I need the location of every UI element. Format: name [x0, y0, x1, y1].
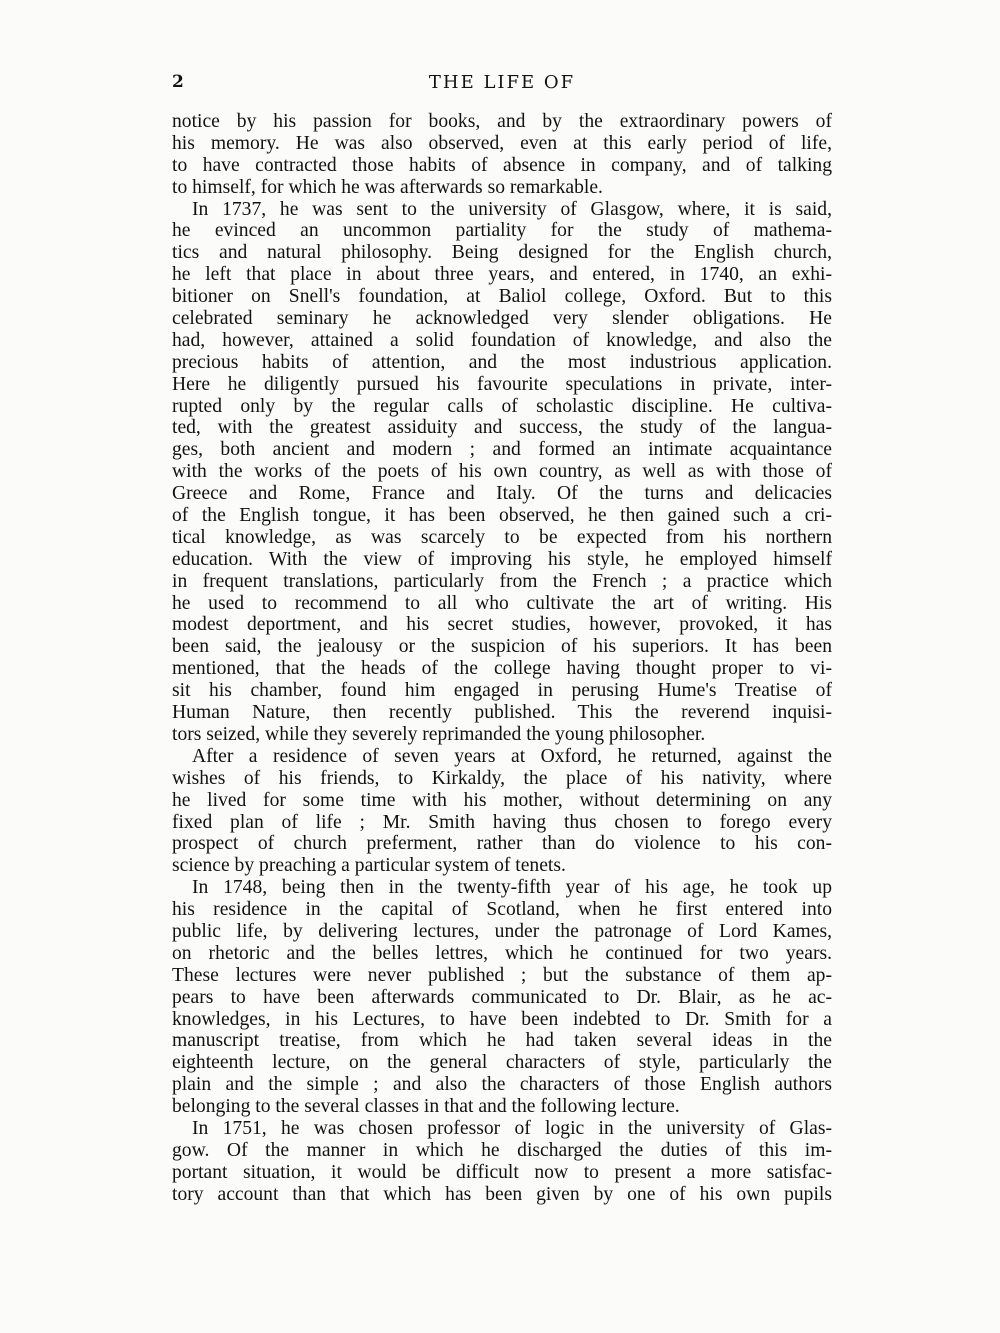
text-line: modest deportment, and his secret studies, however, provoked, it has [172, 614, 832, 636]
text-line: manuscript treatise, from which he had taken several ideas in the [172, 1030, 832, 1052]
text-line: plain and the simple ; and also the characters of those English authors [172, 1074, 832, 1096]
text-line: education. With the view of improving his style, he employed himself [172, 548, 832, 570]
text-line: wishes of his friends, to Kirkaldy, the place of his nativity, where [172, 767, 832, 789]
text-line: celebrated seminary he acknowledged very slender obligations. He [172, 308, 832, 330]
text-line: rupted only by the regular calls of scholastic discipline. He cultiva- [172, 395, 832, 417]
paragraph [172, 746, 832, 877]
text-line: on rhetoric and the belles lettres, which he continued for two years. [172, 942, 832, 964]
text-line: to himself, for which he was afterwards so remarkable. [172, 176, 603, 198]
text-line: tics and natural philosophy. Being designed for the English church, [172, 242, 832, 264]
paragraph [172, 111, 832, 199]
text-line: pears to have been afterwards communicated to Dr. Blair, as he ac- [172, 986, 832, 1008]
paragraph [172, 1118, 832, 1206]
text-line: After a residence of seven years at Oxford, he returned, against the [192, 745, 832, 767]
text-line: portant situation, it would be difficult now to present a more satisfac- [172, 1161, 832, 1183]
body-text [172, 111, 832, 1206]
text-line: Here he diligently pursued his favourite speculations in private, inter- [172, 373, 832, 395]
text-line: Greece and Rome, France and Italy. Of the turns and delicacies [172, 483, 832, 505]
text-line: tory account than that which has been given by one of his own pupils [172, 1183, 832, 1205]
paragraph [172, 199, 832, 746]
text-line: science by preaching a particular system of tenets. [172, 855, 566, 877]
text-line: public life, by delivering lectures, under the patronage of Lord Kames, [172, 920, 832, 942]
text-line: In 1737, he was sent to the university of Glasgow, where, it is said, [192, 198, 832, 220]
text-line: with the works of the poets of his own country, as well as with those of [172, 461, 832, 483]
text-line: ges, both ancient and modern ; and formed an intimate acquaintance [172, 439, 832, 461]
text-line: of the English tongue, it has been observed, he then gained such a cri- [172, 505, 832, 527]
text-line: tors seized, while they severely reprimanded the young philosopher. [172, 723, 706, 745]
text-line: These lectures were never published ; but the substance of them ap- [172, 964, 832, 986]
paragraph [172, 877, 832, 1118]
text-line: eighteenth lecture, on the general characters of style, particularly the [172, 1052, 832, 1074]
text-line: belonging to the several classes in that and the following lecture. [172, 1096, 680, 1118]
text-line: In 1748, being then in the twenty-fifth year of his age, he took up [192, 877, 832, 899]
text-line: his memory. He was also observed, even at this early period of life, [172, 132, 832, 154]
text-line: bitioner on Snell's foundation, at Baliol college, Oxford. But to this [172, 286, 832, 308]
text-line: he used to recommend to all who cultivate the art of writing. His [172, 592, 832, 614]
text-line: he left that place in about three years, and entered, in 1740, an exhi- [172, 264, 832, 286]
text-line: his residence in the capital of Scotland, when he first entered into [172, 899, 832, 921]
text-line: had, however, attained a solid foundation of knowledge, and also the [172, 329, 832, 351]
text-line: he lived for some time with his mother, without determining on any [172, 789, 832, 811]
text-line: mentioned, that the heads of the college having thought proper to vi- [172, 658, 832, 680]
text-line: fixed plan of life ; Mr. Smith having thus chosen to forego every [172, 811, 832, 833]
text-line: notice by his passion for books, and by the extraordinary powers of [172, 111, 832, 132]
text-line: tical knowledge, as was scarcely to be expected from his northern [172, 526, 832, 548]
text-line: In 1751, he was chosen professor of logic in the university of Glas- [192, 1117, 832, 1139]
text-line: to have contracted those habits of absence in company, and of talking [172, 154, 832, 176]
text-line: in frequent translations, particularly from the French ; a practice which [172, 570, 832, 592]
text-line: precious habits of attention, and the most industrious application. [172, 351, 832, 373]
text-line: prospect of church preferment, rather than do violence to his con- [172, 833, 832, 855]
text-line: been said, the jealousy or the suspicion of his superiors. It has been [172, 636, 832, 658]
text-line: he evinced an uncommon partiality for the study of mathema- [172, 220, 832, 242]
page-number: 2 [172, 72, 184, 92]
text-line: ted, with the greatest assiduity and success, the study of the langua- [172, 417, 832, 439]
text-line: gow. Of the manner in which he discharged the duties of this im- [172, 1139, 832, 1161]
text-line: Human Nature, then recently published. This the reverend inquisi- [172, 702, 832, 724]
text-line: sit his chamber, found him engaged in perusing Hume's Treatise of [172, 680, 832, 702]
text-line: knowledges, in his Lectures, to have been indebted to Dr. Smith for a [172, 1008, 832, 1030]
page-header [172, 72, 832, 98]
running-head: THE LIFE OF [428, 72, 576, 93]
